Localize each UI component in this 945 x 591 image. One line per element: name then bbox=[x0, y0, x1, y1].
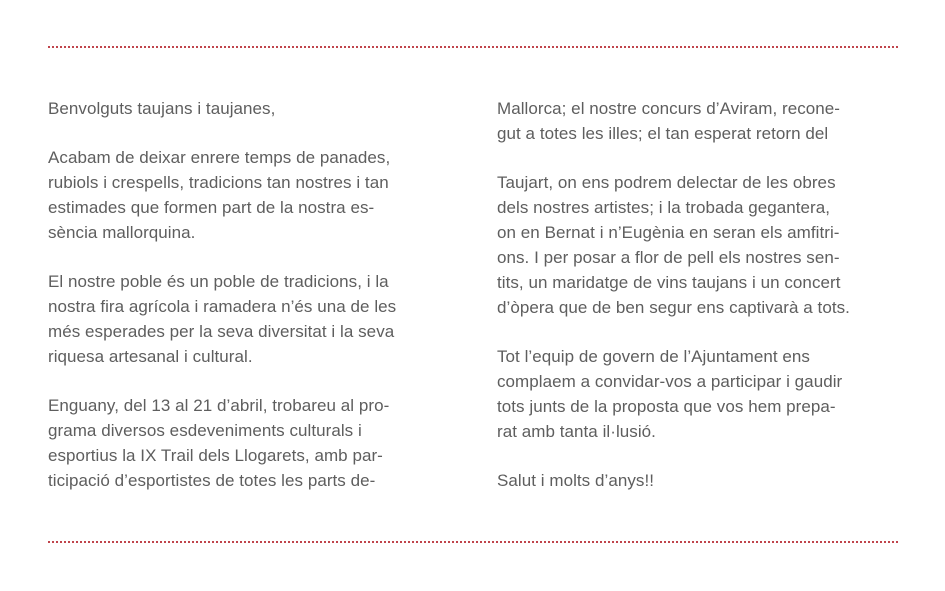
text-line: on en Bernat i n’Eugènia en seran els amfitri- bbox=[497, 223, 840, 242]
text-line: ons. I per posar a flor de pell els nostres sen- bbox=[497, 248, 840, 267]
bottom-dotted-divider bbox=[48, 541, 898, 543]
greeting: Benvolguts taujans i taujanes, bbox=[48, 99, 276, 118]
top-dotted-divider bbox=[48, 46, 898, 48]
text-line: Taujart, on ens podrem delectar de les obres bbox=[497, 173, 836, 192]
text-line: riquesa artesanal i cultural. bbox=[48, 347, 253, 366]
text-line: d’òpera que de ben segur ens captivarà a tots. bbox=[497, 298, 850, 317]
text-line: tots junts de la proposta que vos hem prepa- bbox=[497, 397, 836, 416]
closing-salutation: Salut i molts d’anys!! bbox=[497, 471, 654, 490]
text-line: esportius la IX Trail dels Llogarets, amb par- bbox=[48, 446, 383, 465]
letter-left-column bbox=[48, 96, 450, 493]
paragraph-program bbox=[48, 393, 450, 493]
paragraph-gap bbox=[497, 320, 899, 344]
text-line: dels nostres artistes; i la trobada gegantera, bbox=[497, 198, 831, 217]
text-line: ticipació d’esportistes de totes les parts de- bbox=[48, 471, 376, 490]
text-line: tits, un maridatge de vins taujans i un concert bbox=[497, 273, 841, 292]
text-line: El nostre poble és un poble de tradicions, i la bbox=[48, 272, 389, 291]
text-line: complaem a convidar-vos a participar i gaudir bbox=[497, 372, 843, 391]
text-line: sència mallorquina. bbox=[48, 223, 196, 242]
text-line: més esperades per la seva diversitat i la seva bbox=[48, 322, 395, 341]
paragraph-gap bbox=[497, 444, 899, 468]
paragraph-invitation bbox=[497, 344, 899, 444]
text-line: Acabam de deixar enrere temps de panades, bbox=[48, 148, 391, 167]
paragraph-traditions-intro bbox=[48, 145, 450, 245]
paragraph-gap bbox=[48, 369, 450, 393]
paragraph-gap bbox=[48, 245, 450, 269]
paragraph-events bbox=[497, 170, 899, 320]
paragraph-gap bbox=[497, 146, 899, 170]
text-line: nostra fira agrícola i ramadera n’és una de les bbox=[48, 297, 397, 316]
text-line: gut a totes les illes; el tan esperat retorn del bbox=[497, 124, 829, 143]
text-line: Enguany, del 13 al 21 d’abril, trobareu al pro- bbox=[48, 396, 390, 415]
text-line: Mallorca; el nostre concurs d’Aviram, recone- bbox=[497, 99, 841, 118]
letter-right-column bbox=[497, 96, 899, 493]
paragraph-fair bbox=[48, 269, 450, 369]
text-line: grama diversos esdeveniments culturals i bbox=[48, 421, 362, 440]
paragraph-contest-continuation bbox=[497, 96, 899, 146]
paragraph-gap bbox=[48, 121, 450, 145]
text-line: rubiols i crespells, tradicions tan nostres i tan bbox=[48, 173, 389, 192]
text-line: Tot l’equip de govern de l’Ajuntament ens bbox=[497, 347, 810, 366]
text-line: rat amb tanta il·lusió. bbox=[497, 422, 656, 441]
text-line: estimades que formen part de la nostra es- bbox=[48, 198, 375, 217]
